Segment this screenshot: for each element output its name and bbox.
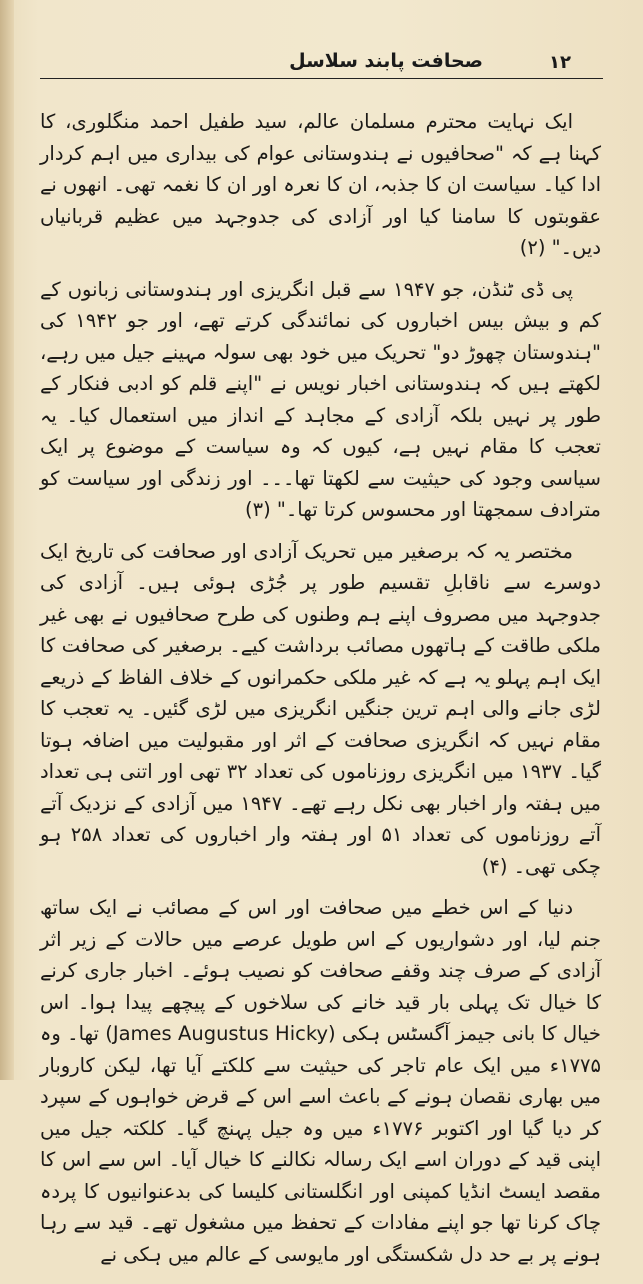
- paragraph-4: دنیا کے اس خطے میں صحافت اور اس کے مصائب نے ایک ساتھ جنم لیا، اور دشواریوں کے اس طویل عرصے میں حالات کے زیر اثر آزادی کے صرف چند وقفے صحافت کو نصیب ہوئے۔ اخبار جاری کرنے کا خیال تک پہلی بار قید خانے کی سلاخوں کے پیچھے پیدا ہوا۔ اس خیال کا بانی جیمز آگسٹس ہکی (James Augustus Hicky) تھا۔ وہ ۱۷۷۵ء میں ایک عام تاجر کی حیثیت سے کلکتے آیا تھا، لیکن کاروبار میں بھاری نقصان ہونے کے باعث اسے اس کے قرض خواہوں کے سپرد کر دیا گیا اور اکتوبر ۱۷۷۶ء میں وہ جیل پہنچ گیا۔ کلکتہ جیل میں اپنی قید کے دوران اسے ایک رسالہ نکالنے کا خیال آیا۔ اس سے اس کا مقصد ایسٹ انڈیا کمپنی اور انگلستانی کلیسا کی بدعنوانیوں کا پردہ چاک کرنا تھا جو اپنے مفادات کے تحفظ میں مشغول تھے۔ قید سے رہا ہونے پر بے حد دل شکستگی اور مایوسی کے عالم میں ہکی نے: [40, 896, 601, 1266]
- body-text: [40, 106, 601, 1284]
- page-header: [40, 48, 603, 79]
- page-number: ۱۲: [549, 52, 571, 73]
- running-title: صحافت پابند سلاسل: [289, 50, 483, 72]
- paragraph-1: ایک نہایت محترم مسلمان عالم، سید طفیل احمد منگلوری، کا کہنا ہے کہ "صحافیوں نے ہندوستانی عوام کی بیداری میں اہم کردار ادا کیا۔ سیاست ان کا جذبہ، ان کا نعرہ اور ان کا نغمہ تھی۔ انھوں نے عقوبتوں کا سامنا کیا اور آزادی کی جدوجہد میں عظیم قربانیاں دیں۔" (۲): [40, 110, 601, 259]
- page-spine-shadow: [0, 0, 14, 1080]
- paragraph-3: مختصر یہ کہ برصغیر میں تحریک آزادی اور صحافت کی تاریخ ایک دوسرے سے ناقابلِ تقسیم طور پر جُڑی ہوئی ہیں۔ آزادی کی جدوجہد میں مصروف اپنے ہم وطنوں کی طرح صحافیوں نے بھی غیر ملکی طاقت کے ہاتھوں مصائب برداشت کیے۔ برصغیر کی صحافت کا ایک اہم پہلو یہ ہے کہ غیر ملکی حکمرانوں کے خلاف الفاظ کے ذریعے لڑی جانے والی اہم ترین جنگیں انگریزی میں لڑی گئیں۔ یہ تعجب کا مقام نہیں کہ انگریزی صحافت کے اثر اور مقبولیت میں اضافہ ہوتا گیا۔ ۱۹۳۷ میں انگریزی روزناموں کی تعداد ۳۲ تھی اور اتنی ہی تعداد میں ہفتہ وار اخبار بھی نکل رہے تھے۔ ۱۹۴۷ میں آزادی کے نزدیک آتے آتے روزناموں کی تعداد ۵۱ اور ہفتہ وار اخباروں کی تعداد ۲۵۸ ہو چکی تھی۔ (۴): [40, 539, 602, 878]
- paragraph-2: پی ڈی ٹنڈن، جو ۱۹۴۷ سے قبل انگریزی اور ہندوستانی زبانوں کے کم و بیش بیس اخباروں کی نمائندگی کرتے تھے، اور جو ۱۹۴۲ کی "ہندوستان چھوڑ دو" تحریک میں خود بھی سولہ مہینے جیل میں رہے، لکھتے ہیں کہ ہندوستانی اخبار نویس نے "اپنے قلم کو ادبی فنکار کے طور پر نہیں بلکہ آزادی کے مجاہد کے انداز میں استعمال کیا۔ یہ تعجب کا مقام نہیں ہے، کیوں کہ وہ سیاست کے موضوع پر ایک سیاسی وجود کی حیثیت سے لکھتا تھا۔۔۔ اور زندگی اور سیاست کو مترادف سمجھتا اور محسوس کرتا تھا۔" (۳): [40, 277, 601, 521]
